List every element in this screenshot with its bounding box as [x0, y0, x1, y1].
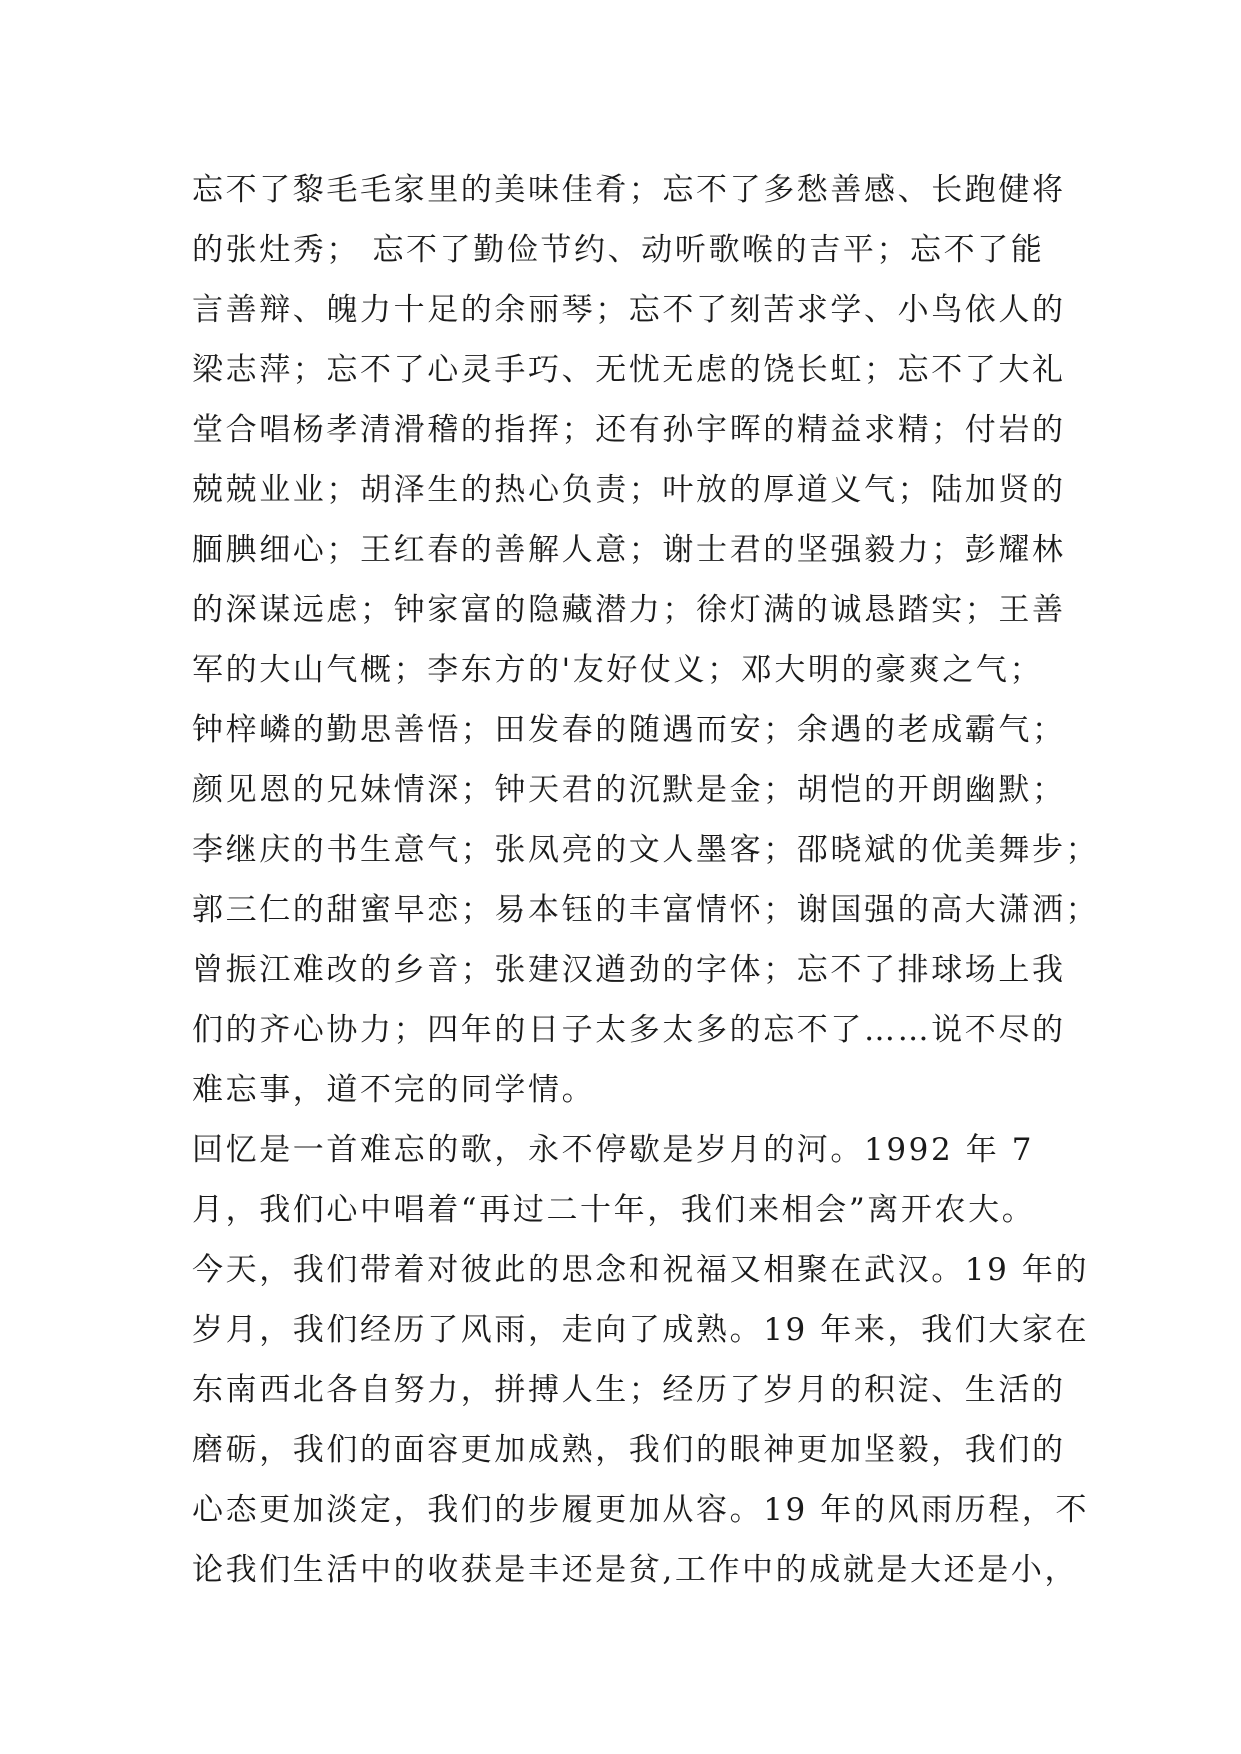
text-line: 的张灶秀； 忘不了勤俭节约、动听歌喉的吉平；忘不了能 — [192, 232, 1045, 268]
text-line: 李继庆的书生意气；张凤亮的文人墨客；邵晓斌的优美舞步； — [192, 832, 1100, 868]
text-line: 言善辩、魄力十足的余丽琴；忘不了刻苦求学、小鸟依人的 — [192, 292, 1066, 328]
text-line: 兢兢业业；胡泽生的热心负责；叶放的厚道义气；陆加贤的 — [192, 472, 1066, 508]
text-line: 东南西北各自努力，拼搏人生；经历了岁月的积淀、生活的 — [192, 1372, 1066, 1408]
body-text — [192, 160, 1100, 1600]
text-line: 腼腆细心；王红春的善解人意；谢士君的坚强毅力；彭耀林 — [192, 532, 1066, 568]
text-line: 梁志萍；忘不了心灵手巧、无忧无虑的饶长虹；忘不了大礼 — [192, 352, 1066, 388]
text-line: 曾振江难改的乡音；张建汉遒劲的字体；忘不了排球场上我 — [192, 952, 1066, 988]
text-line: 难忘事，道不完的同学情。 — [192, 1072, 596, 1108]
text-line: 磨砺，我们的面容更加成熟，我们的眼神更加坚毅，我们的 — [192, 1432, 1066, 1468]
text-line: 们的齐心协力；四年的日子太多太多的忘不了……说不尽的 — [192, 1012, 1066, 1048]
text-line: 回忆是一首难忘的歌，永不停歇是岁月的河。1992 年 7 — [192, 1132, 1035, 1168]
text-line: 军的大山气概；李东方的'友好仗义；邓大明的豪爽之气； — [192, 652, 1044, 688]
text-line: 堂合唱杨孝清滑稽的指挥；还有孙宇晖的精益求精；付岩的 — [192, 412, 1066, 448]
text-line: 心态更加淡定，我们的步履更加从容。19 年的风雨历程，不 — [192, 1492, 1090, 1528]
text-line: 颜见恩的兄妹情深；钟天君的沉默是金；胡恺的开朗幽默； — [192, 772, 1066, 808]
text-line: 的深谋远虑；钟家富的隐藏潜力；徐灯满的诚恳踏实；王善 — [192, 592, 1066, 628]
text-line: 月，我们心中唱着“再过二十年，我们来相会”离开农大。 — [192, 1192, 1036, 1228]
text-line: 论我们生活中的收获是丰还是贫,工作中的成就是大还是小， — [192, 1552, 1079, 1588]
text-line: 郭三仁的甜蜜早恋；易本钰的丰富情怀；谢国强的高大潇洒； — [192, 892, 1100, 928]
text-line: 钟梓嶙的勤思善悟；田发春的随遇而安；余遇的老成霸气； — [192, 712, 1066, 748]
text-line: 忘不了黎毛毛家里的美味佳肴；忘不了多愁善感、长跑健将 — [192, 172, 1066, 208]
text-line: 岁月，我们经历了风雨，走向了成熟。19 年来，我们大家在 — [192, 1312, 1090, 1348]
text-line: 今天，我们带着对彼此的思念和祝福又相聚在武汉。19 年的 — [192, 1252, 1090, 1288]
